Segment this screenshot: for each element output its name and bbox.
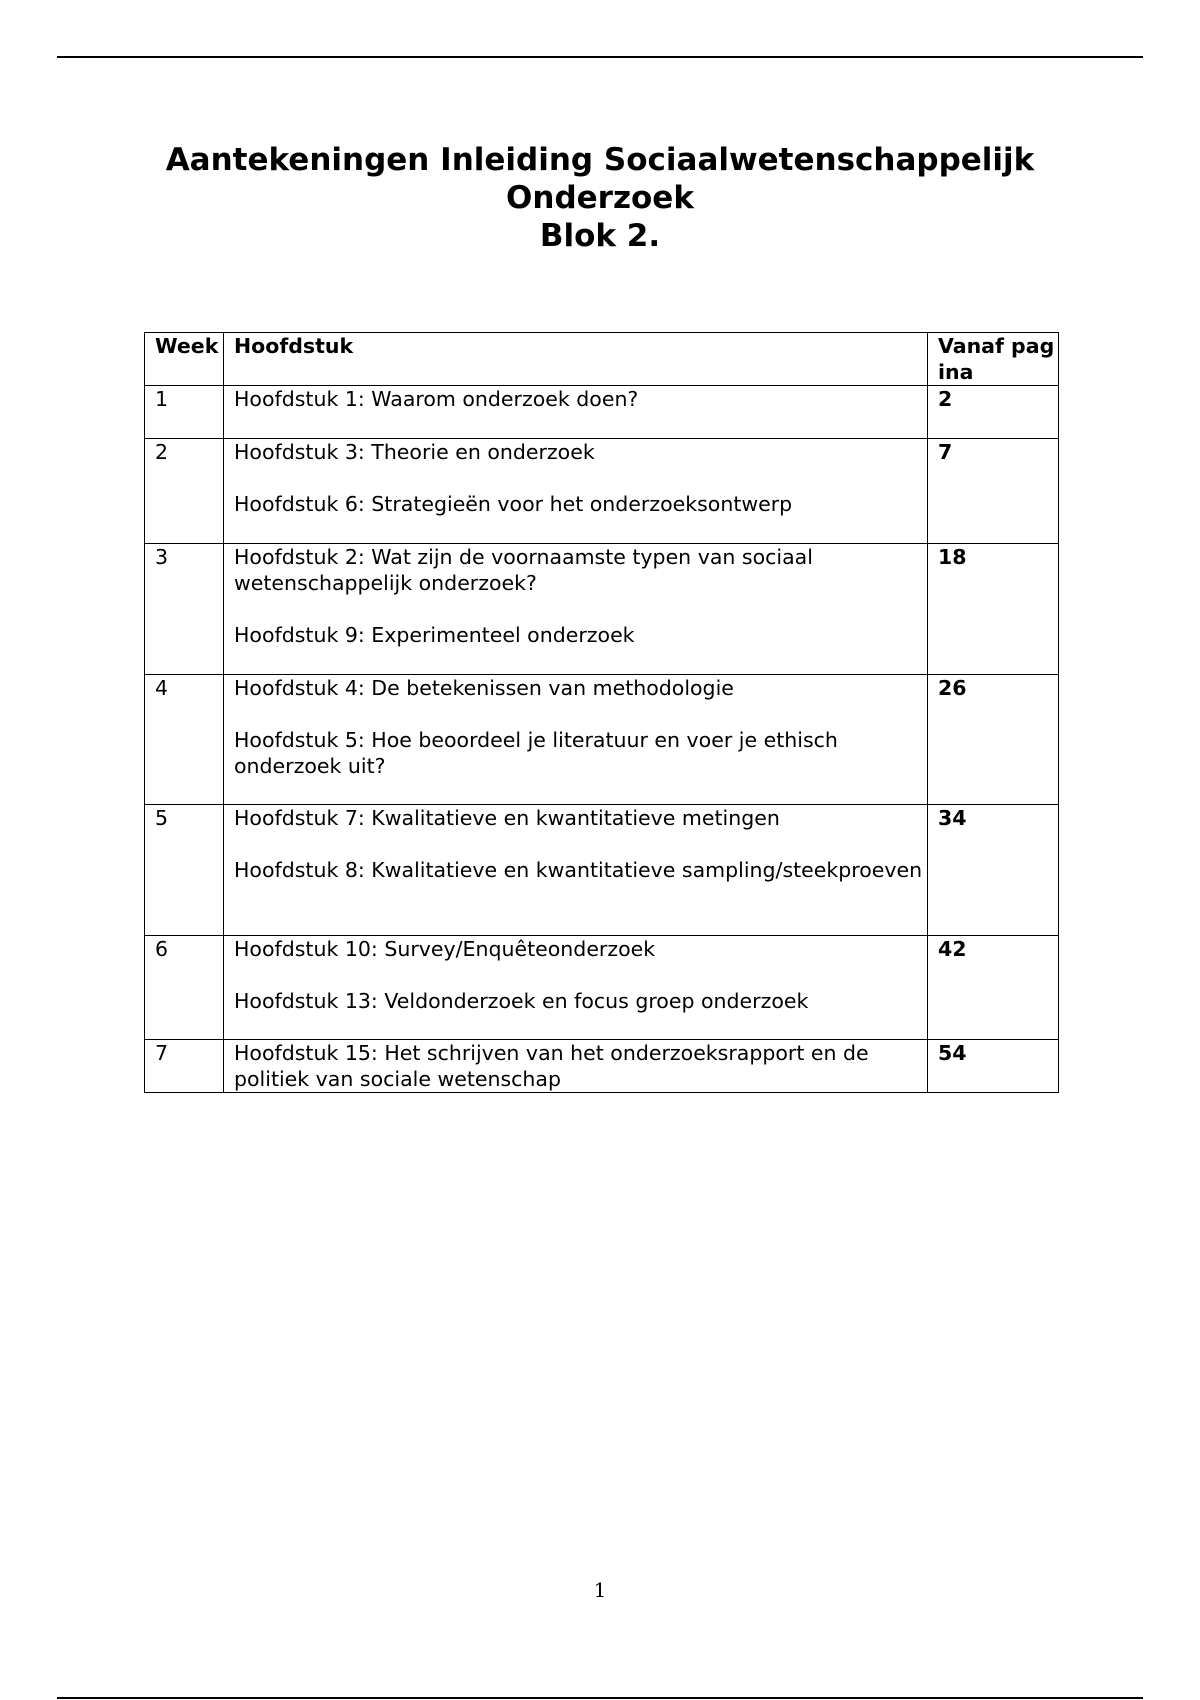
table-row bbox=[145, 805, 1059, 936]
document-title bbox=[0, 141, 1200, 255]
page-cell: 7 bbox=[928, 439, 1059, 544]
page-cell: 26 bbox=[928, 675, 1059, 805]
chapter-entry: Hoofdstuk 5: Hoe beoordeel je literatuur en voer je ethisch onderzoek uit? bbox=[234, 728, 838, 778]
page-cell: 54 bbox=[928, 1040, 1059, 1093]
week-cell: 1 bbox=[145, 386, 224, 439]
table-row bbox=[145, 544, 1059, 675]
chapter-entry: Hoofdstuk 7: Kwalitatieve en kwantitatieve metingen bbox=[234, 806, 780, 830]
week-cell: 2 bbox=[145, 439, 224, 544]
table-row bbox=[145, 1040, 1059, 1093]
title-line-3: Blok 2. bbox=[539, 218, 661, 254]
week-cell: 6 bbox=[145, 936, 224, 1040]
page-cell: 18 bbox=[928, 544, 1059, 675]
page-cell: 34 bbox=[928, 805, 1059, 936]
header-chapter: Hoofdstuk bbox=[224, 333, 928, 386]
chapter-entry: Hoofdstuk 13: Veldonderzoek en focus groep onderzoek bbox=[234, 989, 809, 1013]
week-cell: 7 bbox=[145, 1040, 224, 1093]
chapter-entry: Hoofdstuk 3: Theorie en onderzoek bbox=[234, 440, 595, 464]
chapter-cell bbox=[224, 805, 928, 936]
chapter-cell bbox=[224, 544, 928, 675]
header-rule bbox=[57, 56, 1143, 58]
table-row bbox=[145, 936, 1059, 1040]
table-row bbox=[145, 675, 1059, 805]
week-cell: 3 bbox=[145, 544, 224, 675]
table-header-row bbox=[145, 333, 1059, 386]
page-cell: 2 bbox=[928, 386, 1059, 439]
chapter-entry: Hoofdstuk 1: Waarom onderzoek doen? bbox=[234, 387, 639, 411]
title-line-2: Onderzoek bbox=[506, 180, 694, 216]
title-line-1: Aantekeningen Inleiding Sociaalwetenschappelijk bbox=[165, 142, 1035, 178]
chapter-entry: Hoofdstuk 9: Experimenteel onderzoek bbox=[234, 623, 635, 647]
footer-rule bbox=[57, 1697, 1143, 1699]
chapter-cell bbox=[224, 439, 928, 544]
header-week: Week bbox=[145, 333, 224, 386]
chapter-schedule-table bbox=[144, 332, 1059, 1093]
table-row bbox=[145, 439, 1059, 544]
page-number: 1 bbox=[593, 1578, 607, 1602]
table-row bbox=[145, 386, 1059, 439]
chapter-entry: Hoofdstuk 8: Kwalitatieve en kwantitatieve sampling/steekproeven bbox=[234, 858, 923, 882]
week-cell: 4 bbox=[145, 675, 224, 805]
chapter-entry: Hoofdstuk 2: Wat zijn de voornaamste typen van sociaal wetenschappelijk onderzoek? bbox=[234, 545, 813, 595]
header-page: Vanaf pagina bbox=[928, 333, 1059, 386]
chapter-cell bbox=[224, 675, 928, 805]
chapter-cell bbox=[224, 1040, 928, 1093]
chapter-cell bbox=[224, 386, 928, 439]
chapter-cell bbox=[224, 936, 928, 1040]
chapter-entry: Hoofdstuk 6: Strategieën voor het onderzoeksontwerp bbox=[234, 492, 793, 516]
chapter-entry: Hoofdstuk 15: Het schrijven van het onderzoeksrapport en de politiek van sociale wetenschap bbox=[234, 1041, 869, 1091]
chapter-entry: Hoofdstuk 4: De betekenissen van methodologie bbox=[234, 676, 734, 700]
chapter-entry: Hoofdstuk 10: Survey/Enquêteonderzoek bbox=[234, 937, 656, 961]
week-cell: 5 bbox=[145, 805, 224, 936]
page-cell: 42 bbox=[928, 936, 1059, 1040]
